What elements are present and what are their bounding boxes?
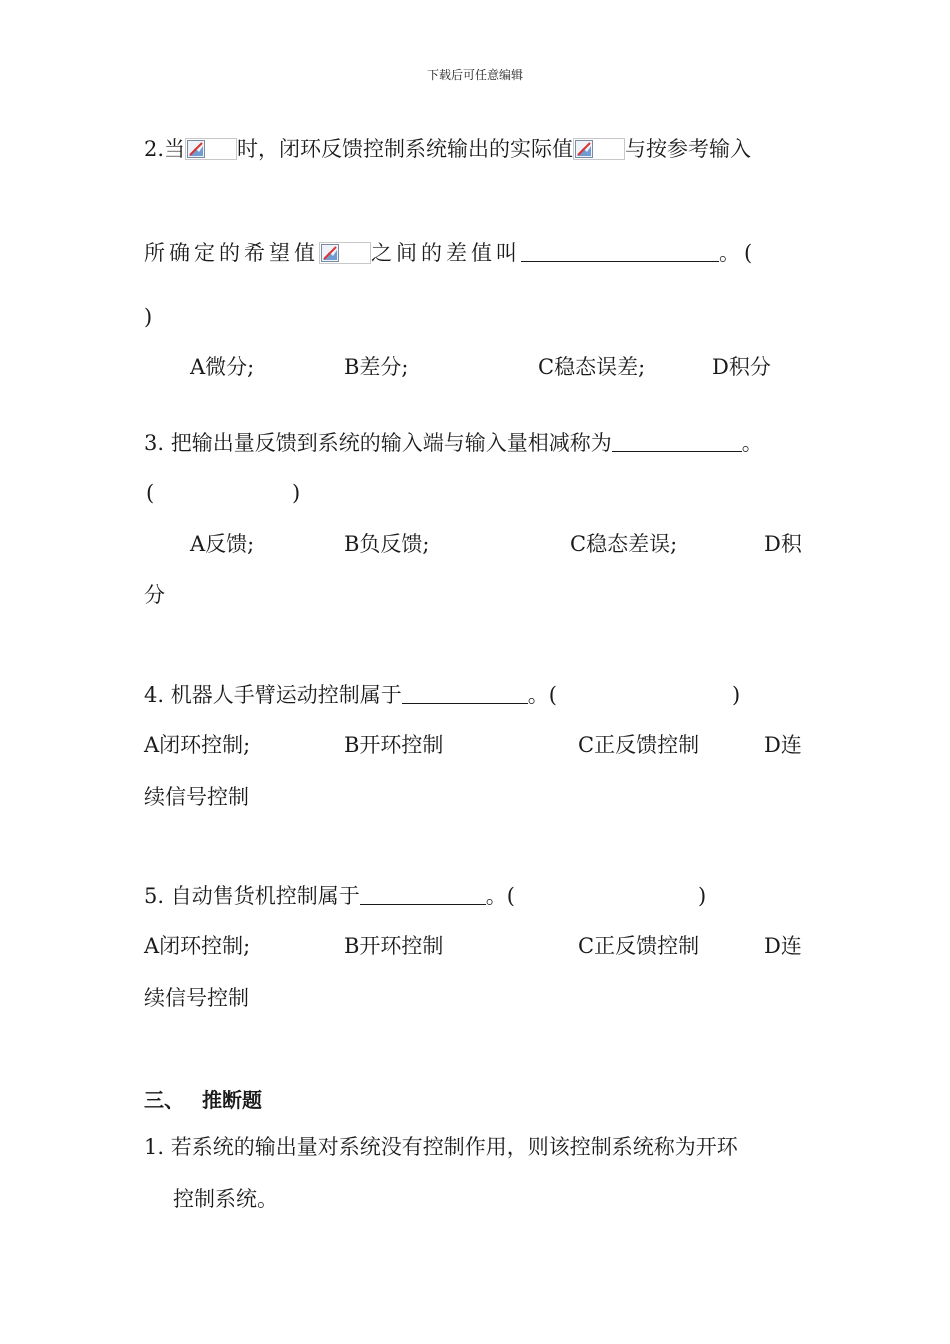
q4-text-end: 。( — [527, 683, 557, 707]
answer-blank[interactable] — [402, 683, 528, 704]
q3-paren-close: ) — [292, 481, 301, 505]
q4-paren-close: ) — [732, 683, 741, 707]
q3-option-wrap: 分 — [144, 583, 165, 607]
q5-option-d: D连 — [764, 934, 802, 958]
answer-blank[interactable] — [612, 431, 742, 452]
q5-option-wrap: 续信号控制 — [144, 986, 249, 1010]
formula-image-icon — [573, 138, 625, 160]
q5-paren-close: ) — [698, 884, 707, 908]
q2-option-d: D积分 — [712, 355, 771, 379]
q4-option-wrap: 续信号控制 — [144, 785, 249, 809]
q3-line-1 — [144, 430, 763, 456]
answer-blank[interactable] — [360, 884, 486, 905]
formula-image-icon — [185, 138, 237, 160]
q3-text: 3. 把输出量反馈到系统的输入端与输入量相减称为 — [144, 431, 612, 455]
q5-option-c: C正反馈控制 — [578, 934, 700, 958]
q2-option-b: B差分; — [344, 355, 409, 379]
q2-line-2 — [144, 240, 756, 266]
answer-blank[interactable] — [521, 241, 719, 262]
q3-paren-open: ( — [146, 481, 155, 505]
q4-option-d: D连 — [764, 733, 802, 757]
q5-option-a: A闭环控制; — [144, 934, 251, 958]
section-title: 推断题 — [202, 1088, 262, 1112]
q5-line-1 — [144, 883, 515, 909]
q2-text-e: 之间的差值叫 — [371, 241, 521, 265]
q2-text-d: 所确定的希望值 — [144, 241, 319, 265]
q2-text-a: 2.当 — [144, 137, 186, 161]
q4-option-a: A闭环控制; — [144, 733, 251, 757]
q5-text-end: 。( — [485, 884, 515, 908]
q4-line-1 — [144, 682, 557, 708]
q2-text-b: 时，闭环反馈控制系统输出的实际值 — [237, 137, 574, 161]
q3-text-end: 。 — [741, 431, 763, 455]
q2-option-a: A微分; — [190, 355, 255, 379]
q2-text-c: 与按参考输入 — [625, 137, 752, 161]
page-header: 下载后可任意编辑 — [426, 68, 523, 82]
q3-option-d: D积 — [764, 532, 802, 556]
q3-option-a: A反馈; — [190, 532, 255, 556]
j1-line-2: 控制系统。 — [173, 1187, 278, 1211]
section-number: 三、 — [144, 1088, 184, 1112]
q2-line-3: ) — [144, 305, 153, 329]
q4-option-b: B开环控制 — [344, 733, 444, 757]
q2-option-c: C稳态误差; — [538, 355, 646, 379]
j1-line-1: 1. 若系统的输出量对系统没有控制作用，则该控制系统称为开环 — [144, 1135, 738, 1159]
q3-option-b: B负反馈; — [344, 532, 430, 556]
q3-option-c: C稳态差误; — [570, 532, 678, 556]
q5-text: 5. 自动售货机控制属于 — [144, 884, 360, 908]
formula-image-icon — [319, 242, 371, 264]
q2-text-f: 。( — [719, 241, 757, 265]
q4-option-c: C正反馈控制 — [578, 733, 700, 757]
q4-text: 4. 机器人手臂运动控制属于 — [144, 683, 402, 707]
q2-line-1 — [144, 136, 751, 162]
q5-option-b: B开环控制 — [344, 934, 444, 958]
